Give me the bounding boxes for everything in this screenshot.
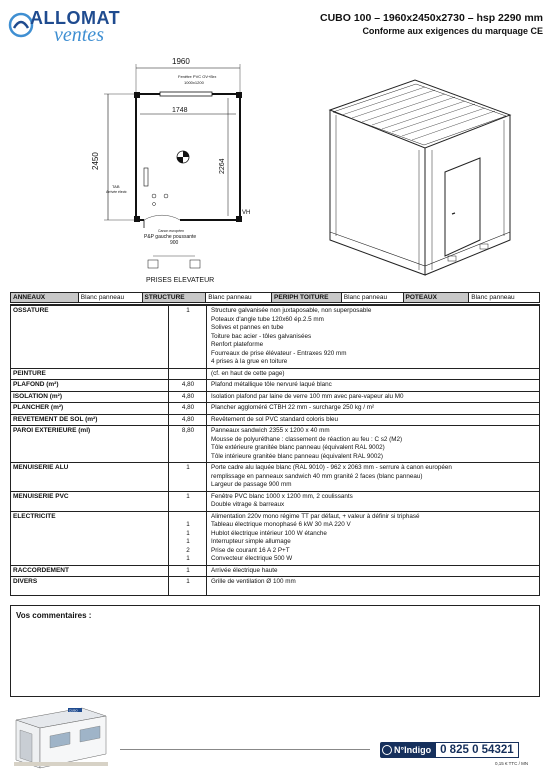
spec-row-label: PAROI EXTERIEURE (ml)	[13, 427, 91, 434]
spec-line: Fourreaux de prise élévateur - Entraxes 920 mm	[211, 349, 347, 357]
spec-line: remplissage en panneaux sandwich 40 mm granité 2 faces (blanc panneau)	[211, 472, 423, 480]
call-price: 0,15 € TTC / MN	[495, 761, 529, 766]
spec-qty	[169, 481, 207, 490]
spec-qty: 1	[186, 555, 190, 562]
spec-row-label: PLANCHER (m²)	[13, 404, 64, 411]
spec-line: Alimentation 220v mono régime TT par défaut, + valeur à définir si triphasé	[211, 512, 420, 520]
spec-row	[11, 368, 539, 380]
spec-qty: 4,80	[181, 392, 195, 400]
spec-qty	[169, 436, 207, 445]
spec-line: Hublot électrique intérieur 100 W étanche	[211, 529, 327, 537]
spec-row	[11, 402, 539, 414]
spec-line: 4 prises à la grue en toiture	[211, 358, 288, 365]
spec-row-label: PEINTURE	[13, 369, 46, 377]
spec-row-label: OSSATURE	[13, 307, 49, 314]
spec-line: Double vitrage & barreaux	[211, 501, 285, 508]
spec-line: Plancher aggloméré CTBH 22 mm - surcharge 250 kg / m²	[211, 404, 375, 411]
dim-inner-length: 2264	[219, 158, 226, 174]
module-photo	[10, 698, 110, 770]
brand-sub: ventes	[54, 24, 104, 46]
indigo-number: 0 825 0 54321	[435, 742, 519, 758]
dim-inner: 1748	[172, 107, 188, 114]
category-key: PERIPH TOITURE	[272, 293, 342, 302]
spec-line: Isolation plafond par laine de verre 100 mm avec pare-vapeur alu M0	[211, 392, 404, 400]
vh-label: VH	[242, 210, 251, 216]
ce-compliance: Conforme aux exigences du marquage CE	[362, 26, 543, 36]
door-label: P&P gauche poussante	[144, 234, 197, 240]
specification-table	[10, 304, 540, 596]
spec-line: Mousse de polyuréthane : classement de réaction au feu : C s2 (M2)	[211, 435, 403, 443]
spec-row	[11, 414, 539, 426]
canon-label: Canon européen	[158, 229, 185, 233]
dim-length: 2450	[91, 152, 100, 170]
dim-width: 1960	[172, 57, 190, 66]
spec-qty	[169, 316, 207, 325]
spec-line: Plafond métallique tôle nervuré laqué blanc	[211, 381, 332, 388]
spec-row	[11, 565, 539, 577]
floor-plan-drawing	[80, 48, 280, 288]
spec-qty	[169, 501, 207, 510]
spec-line: Grille de ventilation Ø 100 mm	[211, 578, 296, 585]
spec-qty	[169, 350, 207, 359]
category-key: STRUCTURE	[143, 293, 207, 302]
spec-row-label: RACCORDEMENT	[13, 566, 69, 574]
spec-qty: 4,80	[181, 404, 195, 411]
category-value: Blanc panneau	[79, 293, 143, 302]
prises-label: PRISES ELEVATEUR	[146, 277, 215, 284]
isometric-drawing	[320, 60, 520, 290]
spec-line: Prise de courant 16 A 2 P+T	[211, 546, 290, 554]
spec-qty	[169, 370, 207, 379]
spec-line: Convecteur électrique 500 W	[211, 555, 293, 562]
category-key: ANNEAUX	[11, 293, 79, 302]
indigo-badge-label: N°Indigo	[394, 745, 432, 755]
spec-line: Revêtement de sol PVC standard coloris bleu	[211, 415, 339, 423]
spec-line: Porte cadre alu laquée blanc (RAL 9010) - 962 x 2063 mm - serrure à canon européen	[211, 464, 452, 471]
spec-row	[11, 491, 539, 511]
spec-qty: 1	[186, 492, 190, 500]
spec-line: Tôle intérieure granitée blanc panneau (équivalent RAL 9002)	[211, 452, 383, 460]
spec-row-label: PLAFOND (m²)	[13, 381, 59, 388]
spec-qty	[169, 444, 207, 453]
door-width: 900	[170, 240, 179, 246]
category-value: Blanc panneau	[206, 293, 272, 302]
spec-row	[11, 576, 539, 588]
spec-qty	[169, 341, 207, 350]
spec-qty: 1	[186, 521, 190, 528]
spec-qty: 1	[186, 538, 190, 545]
category-key: POTEAUX	[404, 293, 470, 302]
spec-line: Renfort plateforme	[211, 341, 264, 348]
spec-row	[11, 511, 539, 565]
spec-line: Fenêtre PVC blanc 1000 x 1200 mm, 2 coulissants	[211, 492, 353, 500]
spec-row	[11, 462, 539, 491]
spec-row	[11, 425, 539, 462]
module-sign: CUBO	[69, 708, 78, 713]
spec-qty: 1	[186, 529, 190, 537]
spec-line: Toiture bac acier - tôles galvanisées	[211, 332, 312, 340]
spec-line: Tableau électrique monophasé 6 kW 30 mA 220 V	[211, 521, 351, 528]
spec-qty: 2	[186, 546, 190, 554]
spec-row-label: DIVERS	[13, 578, 38, 585]
comments-box[interactable]	[10, 605, 540, 697]
spec-line: Largeur de passage 900 mm	[211, 481, 292, 488]
spec-qty: 1	[186, 464, 190, 471]
spec-qty	[169, 453, 207, 462]
spec-qty: 1	[186, 566, 190, 574]
spec-qty: 4,80	[181, 381, 195, 388]
comments-label: Vos commentaires :	[16, 611, 92, 620]
category-value: Blanc panneau	[471, 294, 515, 301]
spec-row-label: ELECTRICITE	[13, 512, 56, 520]
spec-line: (cf. en haut de cette page)	[211, 369, 285, 377]
product-title: CUBO 100 – 1960x2450x2730 – hsp 2290 mm	[320, 12, 543, 24]
window-size: 1000x1200	[184, 80, 204, 85]
spec-row	[11, 379, 539, 391]
window-label: Fenêtre PVC OV+Brx	[178, 74, 217, 79]
spec-line: Panneaux sandwich 2355 x 1200 x 40 mm	[211, 427, 330, 434]
category-value: Blanc panneau	[342, 293, 404, 302]
footer-rule	[120, 749, 370, 750]
spec-line: Arrivée électrique haute	[211, 566, 278, 574]
spec-qty	[169, 324, 207, 333]
spec-row-label: MENUISERIE ALU	[13, 464, 69, 471]
spec-qty: 1	[186, 578, 190, 585]
spec-qty: 8,80	[181, 427, 195, 434]
allomat-logo	[8, 8, 143, 52]
arrival-label: Arrivée électr.	[106, 190, 128, 194]
spec-row	[11, 391, 539, 403]
spec-qty	[169, 358, 207, 367]
tab-label: TAB	[112, 184, 120, 189]
spec-qty	[169, 513, 207, 522]
spec-line: Tôle extérieure granitée blanc panneau (équivalent RAL 9002)	[211, 444, 385, 451]
spec-row	[11, 305, 539, 368]
indigo-phone[interactable]	[380, 741, 540, 759]
spec-line: Poteaux d'angle tube 120x60 ép.2.5 mm	[211, 315, 324, 323]
brand-name: ALLOMAT	[30, 8, 121, 28]
spec-line: Structure galvanisée non juxtaposable, non superposable	[211, 307, 372, 314]
spec-qty: 1	[186, 307, 190, 314]
spec-row-label: ISOLATION (m²)	[13, 392, 62, 400]
spec-line: Interrupteur simple allumage	[211, 538, 291, 545]
spec-qty	[169, 473, 207, 482]
spec-row-label: REVETEMENT DE SOL (m²)	[13, 415, 98, 423]
spec-line: Solives et pannes en tube	[211, 324, 284, 331]
spec-row-label: MENUISERIE PVC	[13, 492, 69, 500]
color-categories-row	[10, 292, 540, 303]
spec-qty	[169, 333, 207, 342]
phone-icon	[382, 745, 392, 755]
indigo-badge	[380, 742, 435, 758]
spec-qty: 4,80	[181, 415, 195, 423]
